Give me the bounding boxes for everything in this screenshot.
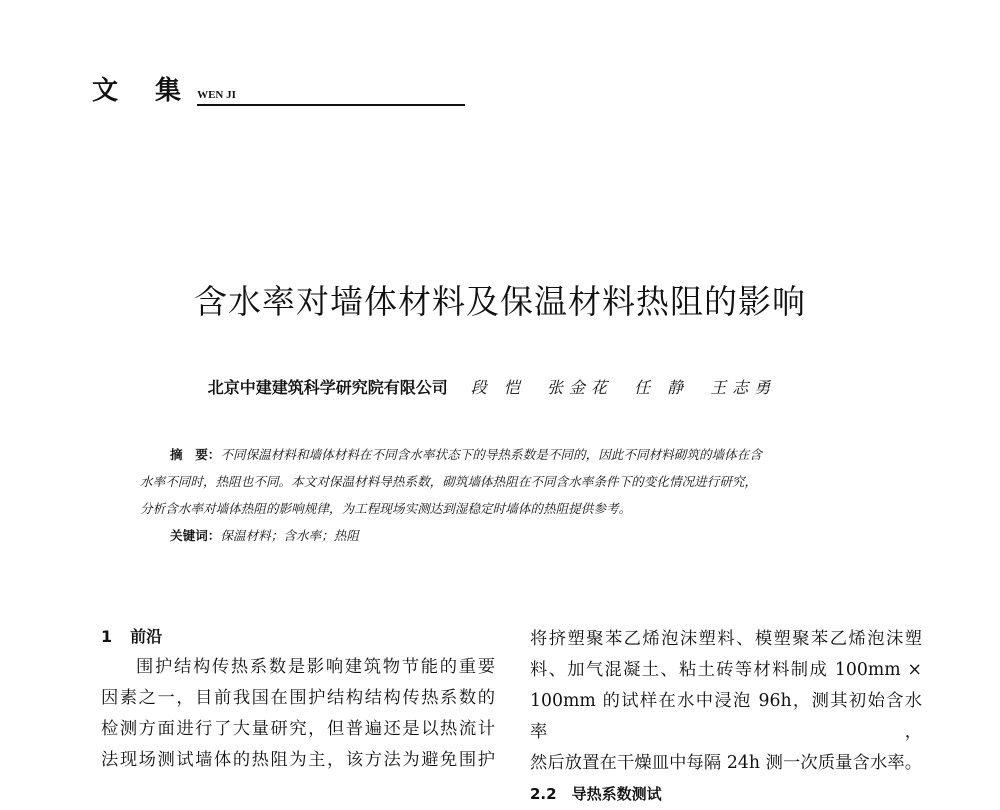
byline xyxy=(0,376,1000,400)
body-line: 100mm 的试样在水中浸泡 96h，测其初始含水率， xyxy=(530,691,922,742)
keywords-label: 关键词： xyxy=(170,528,221,543)
body-line: 因素之一，目前我国在围护结构结构传热系数的 xyxy=(101,688,495,708)
keywords xyxy=(140,522,888,549)
affiliation: 北京中建建筑科学研究院有限公司 xyxy=(207,378,448,397)
section-title: 前沿 xyxy=(130,627,163,646)
body-line: 将挤塑聚苯乙烯泡沫塑料、模塑聚苯乙烯泡沫塑 xyxy=(530,629,922,649)
abstract-line: 水率不同时，热阻也不同。本文对保温材料导热系数，砌筑墙体热阻在不同含水率条件下的变化情况进行研究， xyxy=(140,474,758,489)
author-list xyxy=(471,378,793,397)
running-header xyxy=(92,76,465,106)
body-line: 检测方面进行了大量研究，但普遍还是以热流计 xyxy=(101,719,495,739)
abstract xyxy=(140,441,888,549)
author-name: 段 恺 xyxy=(470,378,526,397)
left-column xyxy=(101,624,495,776)
running-header-pinyin: WEN JI xyxy=(197,88,465,106)
running-header-section: 文 集 xyxy=(92,76,196,106)
author-name: 王志勇 xyxy=(710,378,777,397)
section-heading xyxy=(101,624,495,650)
keywords-text: 保温材料；含水率；热阻 xyxy=(220,528,359,543)
section-number: 1 xyxy=(101,627,113,646)
author-name: 张金花 xyxy=(546,378,613,397)
abstract-text: 不同保温材料和墙体材料在不同含水率状态下的导热系数是不同的，因此不同材料砌筑的墙体在含 xyxy=(220,447,762,462)
body-line: 法现场测试墙体的热阻为主，该方法为避免围护 xyxy=(101,750,495,770)
body-line: 围护结构传热系数是影响建筑物节能的重要 xyxy=(136,657,495,677)
subsection-heading: 2.2 导热系数测试 xyxy=(530,785,662,803)
right-column xyxy=(530,624,922,810)
author-name: 任 静 xyxy=(634,378,690,397)
abstract-line xyxy=(140,441,888,468)
abstract-line: 分析含水率对墙体热阻的影响规律，为工程现场实测达到湿稳定时墙体的热阻提供参考。 xyxy=(140,501,632,516)
article-title: 含水率对墙体材料及保温材料热阻的影响 xyxy=(194,282,806,321)
abstract-label: 摘 要： xyxy=(170,447,221,462)
body-line: 料、加气混凝土、粘土砖等材料制成 100mm × xyxy=(530,660,922,680)
body-line: 然后放置在干燥皿中每隔 24h 测一次质量含水率。 xyxy=(530,753,922,773)
